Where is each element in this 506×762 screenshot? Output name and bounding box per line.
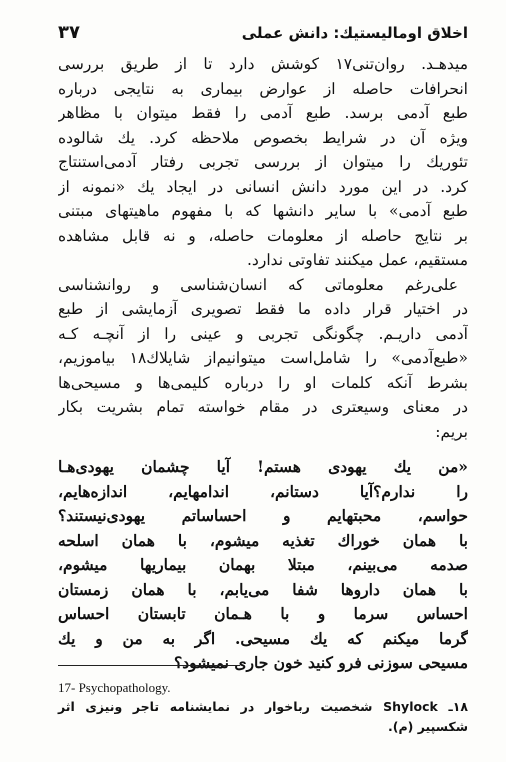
- text-line: بریم:: [435, 422, 468, 441]
- quote-line: صدمه می‌بینم، مبتلا بهمان بیماریها میشوم،: [58, 555, 468, 574]
- text-line: «طبع‌آدمی» را شامل‌است میتوانیم‌از شایلاك۱۸ بیاموزیم،: [58, 349, 468, 367]
- footnote-17: 17- Psychopathology.: [58, 680, 171, 695]
- quote-line: مسیحی سوزنی فرو کنید خون جاری نمیشود؟: [174, 653, 468, 672]
- spacer: [58, 444, 468, 455]
- text-line: انحرافات حاصله از عوارض بیماری به نتایجی درباره: [58, 79, 468, 98]
- text-line: علی‌رغم معلوماتی که انسان‌شناسی و روانشناسی: [58, 275, 458, 294]
- quote-line: حواسم، محبتهایم و احساساتم یهودی‌نیستند؟: [58, 506, 468, 525]
- quote-line: احساس سرما و با هـمان تابستان احساس: [58, 604, 468, 623]
- text-line: آدمی داریـم. چگونگی تجربی و عینی را از آنچـه کـه: [58, 324, 468, 343]
- quote-line: با همان داروها شفا می‌یابم، با همان زمستان: [58, 579, 468, 599]
- paragraph-1: [58, 52, 468, 273]
- paragraph-2: [58, 273, 458, 298]
- text-line: طبع آدمی» با سایر دانشها که با مفهوم ماهیتهای مبتنی: [58, 202, 468, 220]
- text-line: میدهـد. روان‌تنی۱۷ کوشش دارد تا از طریق بررسی: [58, 55, 468, 73]
- running-title: اخلاق اومالیستیك: دانش عملی: [241, 24, 468, 42]
- footnote-divider: [58, 665, 240, 666]
- text-line: ویژه آن در شرایط بخصوص ملاحظه کرد. یك شالوده: [58, 128, 468, 147]
- text-line: کرد. در این مورد دانش انسانی در ایجاد یك «نمونه از: [58, 177, 468, 196]
- text-line: مستقیم، عمل میکنند تفاوتی ندارد.: [247, 251, 468, 269]
- text-line: بر نتایج حاصله از معلومات حاصله، و نه قابل مشاهده: [58, 226, 468, 245]
- text-line: در معنای وسیعتری در مقام خواسته تمام بشریت بکار: [58, 398, 468, 416]
- quote-line: گرما میکنم که یك مسیحی. اگر به من و یك: [58, 628, 468, 648]
- text-line: در اختیار قرار داده ما فقط تصویری آزمایشی از طبع: [58, 300, 468, 318]
- page-header: [58, 24, 468, 46]
- text-line: تئوریك را میتوان از بررسی تجربی رفتار آدمی‌استنتاج: [58, 153, 468, 171]
- quote-line: را ندارم؟آیا دستانم، اندامهایم، اندازه‌هایم،: [58, 481, 468, 501]
- text-line: طبع آدمی برسد. طبع آدمی را فقط میتوان با مظاهر: [58, 104, 468, 122]
- paragraph-2-cont: [58, 297, 468, 444]
- text-line: بشرط آنکه کلمات او را درباره کلیمی‌ها و مسیحی‌ها: [58, 373, 468, 392]
- shylock-quote: [58, 455, 468, 676]
- quote-line: «من یك یهودی هستم! آیا چشمان یهودی‌هـا: [58, 457, 468, 476]
- quote-line: با همان خوراك تغذیه میشوم، با همان اسلحه: [58, 530, 468, 550]
- main-text: [58, 52, 468, 676]
- page-number: ۳۷: [58, 22, 80, 43]
- footnote-18: ۱۸ـ Shylock شخصیت رباخوار در نمایشنامه تاجر ونیزی اثر شکسپیر (م).: [58, 699, 468, 734]
